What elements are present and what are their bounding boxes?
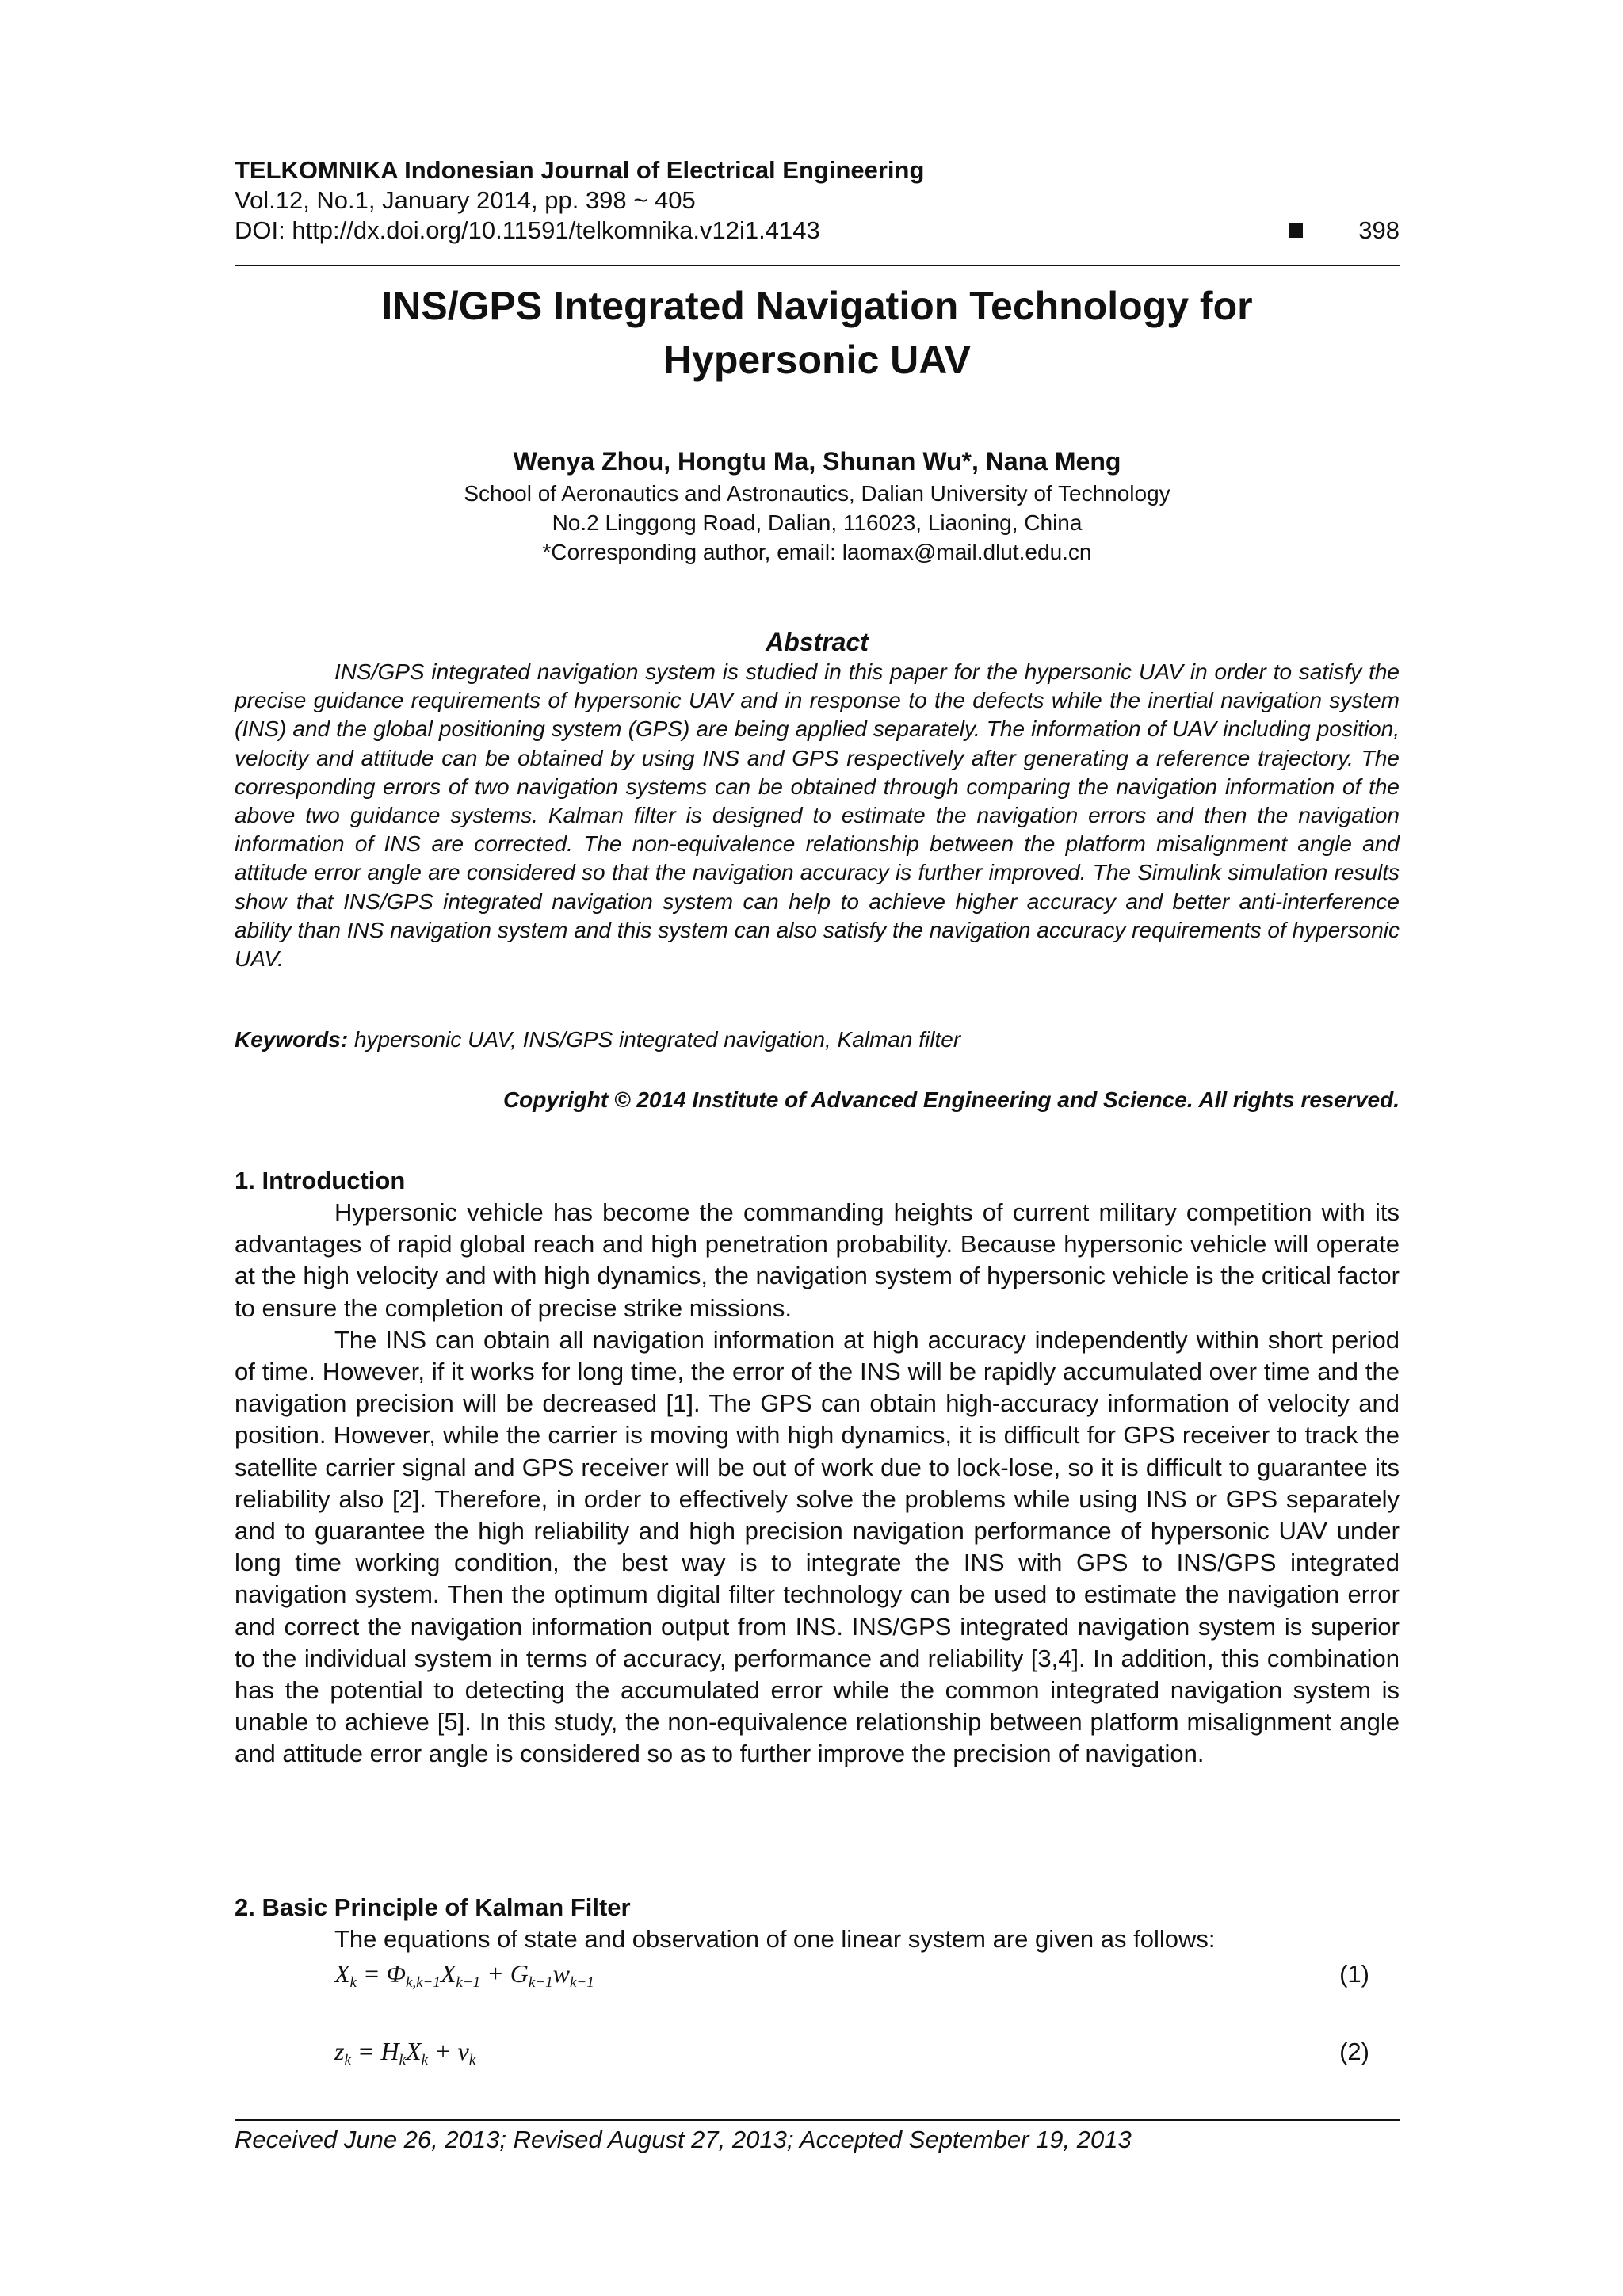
square-bullet-icon [1289, 223, 1303, 238]
section-heading-introduction: 1. Introduction [235, 1167, 406, 1194]
equation-1 [334, 1958, 1369, 1999]
doi-link[interactable]: DOI: http://dx.doi.org/10.11591/telkomnika.v12i1.4143 [235, 216, 820, 244]
section-heading-kalman-filter: 2. Basic Principle of Kalman Filter [235, 1893, 631, 1921]
journal-name: TELKOMNIKA Indonesian Journal of Electrical Engineering [235, 156, 925, 184]
header-divider [235, 265, 1400, 266]
abstract-heading: Abstract [766, 628, 869, 656]
paragraph: Hypersonic vehicle has become the commanding heights of current military competition with its advantages of rapid global reach and high penetration probability. Because hypersonic vehicle will operate at the high velocity and with high dynamics, the navigation system of hypersonic vehicle is the critical factor to ensure the completion of precise strike missions. [235, 1198, 1400, 1322]
volume-info: Vol.12, No.1, January 2014, pp. 398 ~ 405 [235, 186, 696, 214]
doi-row [235, 216, 1400, 246]
keywords-list: hypersonic UAV, INS/GPS integrated navigation, Kalman filter [348, 1027, 961, 1052]
paper-title [235, 279, 1400, 387]
copyright-notice: Copyright © 2014 Institute of Advanced Engineering and Science. All rights reserved. [502, 1087, 1400, 1112]
received-dates: Received June 26, 2013; Revised August 27, 2013; Accepted September 19, 2013 [235, 2126, 1132, 2153]
corresponding-author: *Corresponding author, email: laomax@mail.dlut.edu.cn [542, 540, 1092, 564]
kalman-intro-text: The equations of state and observation of one linear system are given as follows: [334, 1925, 1216, 1953]
equation-1-formula: $X_k = \Phi_{k,k-1}X_{k-1} + G_{k-1}w_{k-1}$ [334, 1959, 594, 1991]
equation-2-formula: $z_k = H_kX_k + v_k$ [334, 2037, 476, 2069]
footer-divider [235, 2119, 1400, 2121]
keywords [235, 1026, 1400, 1054]
author-affiliation: School of Aeronautics and Astronautics, Dalian University of Technology [464, 481, 1170, 506]
keywords-label: Keywords: [235, 1027, 349, 1052]
journal-header [235, 155, 1400, 246]
introduction-body [235, 1197, 1400, 1771]
page-number-group [1289, 216, 1400, 246]
authors-block [235, 444, 1400, 567]
title-line-2: Hypersonic UAV [663, 338, 972, 382]
equation-2-number: (2) [1339, 2038, 1369, 2065]
author-address: No.2 Linggong Road, Dalian, 116023, Liaoning, China [552, 510, 1083, 535]
equation-2 [334, 2035, 1369, 2076]
page-number: 398 [1358, 216, 1400, 244]
author-names: Wenya Zhou, Hongtu Ma, Shunan Wu*, Nana Meng [513, 447, 1121, 476]
paragraph: The INS can obtain all navigation information at high accuracy independently within short period of time. However, if it works for long time, the error of the INS will be rapidly accumulated over time and the navigation precision will be decreased [1]. The GPS can obtain high-accuracy information of velocity and position. However, while the carrier is moving with high dynamics, it is difficult for GPS receiver to track the satellite carrier signal and GPS receiver will be out of work due to lock-lose, so it is difficult to guarantee its reliability also [2]. Therefore, in order to effectively solve the problems while using INS or GPS separately and to guarantee the high reliability and high precision navigation performance of hypersonic UAV under long time working condition, the best way is to integrate the INS with GPS to INS/GPS integrated navigation system. Then the optimum digital filter technology can be used to estimate the navigation error and correct the navigation information output from INS. INS/GPS integrated navigation system is superior to the individual system in terms of accuracy, performance and reliability [3,4]. In addition, this combination has the potential to detecting the accumulated error while the common integrated navigation system is unable to achieve [5]. In this study, the non-equivalence relationship between platform misalignment angle and attitude error angle is considered so as to further improve the precision of navigation. [235, 1325, 1400, 1768]
equation-1-number: (1) [1339, 1960, 1369, 1988]
title-line-1: INS/GPS Integrated Navigation Technology for [381, 284, 1253, 328]
abstract-text: INS/GPS integrated navigation system is studied in this paper for the hypersonic UAV in order to satisfy the precise guidance requirements of hypersonic UAV and in response to the defects while the inertial navigation system (INS) and the global positioning system (GPS) are being applied separately. The information of UAV including position, velocity and attitude can be obtained by using INS and GPS respectively after generating a reference trajectory. The corresponding errors of two navigation systems can be obtained through comparing the navigation information of the above two guidance systems. Kalman filter is designed to estimate the navigation errors and then the navigation information of INS are corrected. The non-equivalence relationship between the platform misalignment angle and attitude error angle are considered so that the navigation accuracy is further improved. The Simulink simulation results show that INS/GPS integrated navigation system can help to achieve higher accuracy and better anti-interference ability than INS navigation system and this system can also satisfy the navigation accuracy requirements of hypersonic UAV. [235, 659, 1400, 972]
